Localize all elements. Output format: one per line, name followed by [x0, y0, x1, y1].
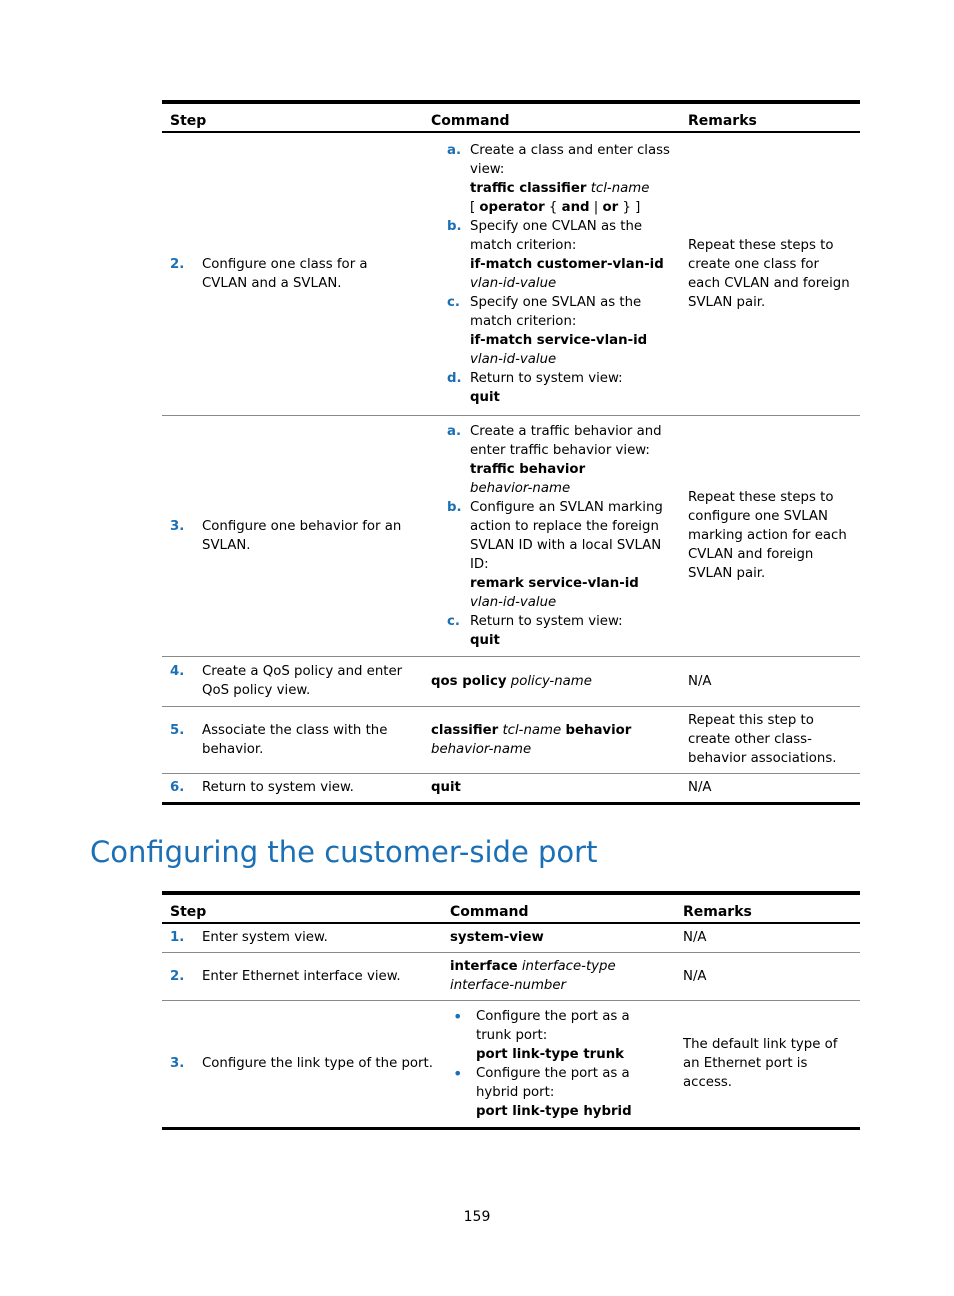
- step-number: 6.: [170, 780, 185, 795]
- command-keyword: traffic classifier: [470, 180, 587, 196]
- command-keyword: port link-type trunk: [476, 1046, 625, 1062]
- table-row: [162, 132, 860, 415]
- command-cell: [423, 706, 680, 773]
- substep: [423, 612, 672, 650]
- step-number: 3.: [170, 518, 185, 534]
- step-text: Return to system view.: [202, 780, 354, 795]
- bullet-desc: Configure the port as a trunk port:: [476, 1008, 630, 1043]
- header-command: Command: [442, 893, 675, 923]
- command-arg: vlan-id-value: [470, 594, 557, 610]
- substep-desc: Specify one CVLAN as the match criterion:: [470, 218, 643, 253]
- step-cell: [162, 773, 423, 803]
- substep: [423, 422, 672, 498]
- command-arg: vlan-id-value: [470, 275, 557, 291]
- header-remarks: Remarks: [675, 893, 860, 923]
- command-arg: tcl-name: [590, 180, 650, 196]
- command-keyword: remark service-vlan-id: [470, 575, 639, 591]
- table-row: [162, 773, 860, 803]
- command-keyword: traffic behavior: [470, 461, 586, 477]
- remarks-cell: N/A: [680, 656, 860, 706]
- remarks-cell: N/A: [680, 773, 860, 803]
- table-row: [162, 415, 860, 656]
- remarks-cell: The default link type of an Ethernet port is access.: [675, 1000, 860, 1128]
- command-arg: policy-name: [510, 673, 592, 689]
- table-header: [162, 893, 860, 923]
- table-row: [162, 1000, 860, 1128]
- header-remarks: Remarks: [680, 102, 860, 132]
- substep: [423, 141, 672, 217]
- substep: [423, 293, 672, 369]
- remarks-cell: Repeat this step to create other class-behavior associations.: [680, 706, 860, 773]
- command-arg: vlan-id-value: [470, 351, 557, 367]
- command-arg: interface-number: [450, 978, 566, 993]
- substep-letter: c.: [447, 294, 460, 310]
- step-text: Configure the link type of the port.: [202, 1056, 433, 1071]
- command-keyword: behavior: [565, 722, 632, 738]
- command-cell: [442, 952, 675, 1000]
- header-step: Step: [162, 893, 442, 923]
- step-text: Configure one class for a CVLAN and a SVLAN.: [202, 256, 368, 291]
- bullet-desc: Configure the port as a hybrid port:: [476, 1065, 630, 1100]
- substep: [423, 217, 672, 293]
- step-number: 3.: [170, 1056, 185, 1071]
- step-cell: [162, 656, 423, 706]
- steps-table-1: [162, 100, 860, 805]
- substep-letter: b.: [447, 499, 462, 515]
- command-cell: [442, 1000, 675, 1128]
- substep-letter: d.: [447, 370, 462, 386]
- step-cell: [162, 132, 423, 415]
- remarks-cell: N/A: [675, 923, 860, 952]
- command-keyword: port link-type hybrid: [476, 1103, 632, 1119]
- command-arg: tcl-name: [502, 722, 562, 738]
- step-text: Enter system view.: [202, 930, 328, 946]
- command-options: [ operator { and | or } ]: [470, 199, 641, 215]
- table-row: [162, 706, 860, 773]
- command-keyword: interface: [450, 959, 518, 974]
- steps-table-2: [162, 891, 860, 1130]
- command-arg: behavior-name: [470, 480, 571, 496]
- command-arg: interface-type: [521, 959, 616, 974]
- step-cell: [162, 415, 423, 656]
- substep-desc: Specify one SVLAN as the match criterion:: [470, 294, 642, 329]
- command-keyword: system-view: [450, 930, 544, 946]
- step-number: 1.: [170, 930, 185, 946]
- table-row: [162, 923, 860, 952]
- command-cell: [423, 132, 680, 415]
- substep: [423, 369, 672, 407]
- step-number: 2.: [170, 968, 185, 984]
- command-keyword: if-match service-vlan-id: [470, 332, 648, 348]
- remarks-cell: Repeat these steps to configure one SVLAN marking action for each CVLAN and foreign SVLAN pair.: [680, 415, 860, 656]
- substep-letter: b.: [447, 218, 462, 234]
- substep: [423, 498, 672, 612]
- table-header: [162, 102, 860, 132]
- header-command: Command: [423, 102, 680, 132]
- command-keyword: qos policy: [431, 673, 507, 689]
- section-title: Configuring the customer-side port: [90, 835, 598, 869]
- command-cell: [423, 773, 680, 803]
- page-number: 159: [463, 1209, 491, 1225]
- substep-letter: a.: [447, 423, 462, 439]
- substep-desc: Return to system view:: [470, 370, 623, 386]
- step-cell: [162, 1000, 442, 1128]
- step-number: 2.: [170, 256, 185, 272]
- table-row: [162, 952, 860, 1000]
- bullet-item: [442, 1064, 667, 1121]
- remarks-cell: N/A: [675, 952, 860, 1000]
- command-keyword: if-match customer-vlan-id: [470, 256, 664, 272]
- command-keyword: quit: [431, 780, 461, 795]
- step-cell: [162, 706, 423, 773]
- step-cell: [162, 952, 442, 1000]
- command-cell: [423, 656, 680, 706]
- command-cell: [442, 923, 675, 952]
- substep-desc: Return to system view:: [470, 613, 623, 629]
- step-text: Create a QoS policy and enter QoS policy view.: [202, 664, 403, 698]
- command-keyword: quit: [470, 389, 500, 405]
- command-keyword: classifier: [431, 722, 499, 738]
- table-row: [162, 656, 860, 706]
- command-arg: behavior-name: [431, 741, 532, 757]
- bullet-icon: •: [453, 1006, 463, 1026]
- substep-desc: Create a traffic behavior and enter traffic behavior view:: [470, 423, 662, 458]
- step-cell: [162, 923, 442, 952]
- substep-letter: a.: [447, 142, 462, 158]
- command-cell: [423, 415, 680, 656]
- bullet-icon: •: [453, 1063, 463, 1083]
- step-number: 4.: [170, 664, 185, 679]
- bullet-item: [442, 1007, 667, 1064]
- command-keyword: quit: [470, 632, 500, 648]
- substep-desc: Configure an SVLAN marking action to replace the foreign SVLAN ID with a local SVLAN ID:: [470, 499, 663, 572]
- substep-desc: Create a class and enter class view:: [470, 142, 670, 177]
- header-step: Step: [162, 102, 423, 132]
- step-text: Enter Ethernet interface view.: [202, 968, 401, 984]
- step-text: Configure one behavior for an SVLAN.: [202, 518, 402, 553]
- step-text: Associate the class with the behavior.: [202, 722, 388, 757]
- remarks-cell: Repeat these steps to create one class for each CVLAN and foreign SVLAN pair.: [680, 132, 860, 415]
- step-number: 5.: [170, 722, 185, 738]
- substep-letter: c.: [447, 613, 460, 629]
